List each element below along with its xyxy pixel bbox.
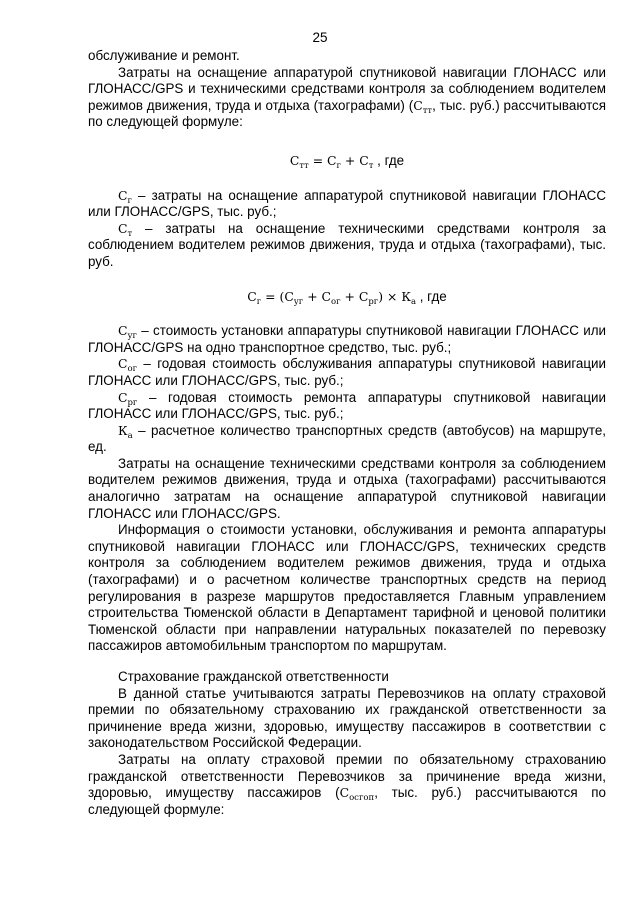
formula-ctt: $С_{тт} = С_г + С_т$ , где (289, 152, 405, 171)
symbol-ctt: $С_{тт}$ (413, 97, 433, 116)
definition-cug: $С_{уг}$ – стоимость установки аппаратуры спутниковой навигации ГЛОНАСС или ГЛОНАСС/GPS на одно транспортное средство, тыс. руб.; (88, 323, 606, 355)
definition-crg: $С_{рг}$ – годовая стоимость ремонта аппаратуры спутниковой навигации ГЛОНАСС или ГЛОНАСС/GPS, тыс. руб.; (88, 389, 606, 422)
paragraph-tachograph-costs: Затраты на оснащение техническими средствами контроля за соблюдением водителем режимов движения, труда и отдыха (тахографами) рассчитываются аналогично затратам на оснащение аппаратурой спутниковой навигации ГЛОНАСС или ГЛОНАСС/GPS. (88, 455, 606, 521)
definition-ka: $К_а$ – расчетное количество транспортных средств (автобусов) на маршруте, ед. (88, 422, 606, 455)
section-heading-liability-insurance: Страхование гражданской ответственности (118, 669, 389, 684)
definition-cog: $С_{ог}$ – годовая стоимость обслуживания аппаратуры спутниковой навигации ГЛОНАСС или ГЛОНАСС/GPS, тыс. руб.; (88, 356, 606, 388)
paragraph-insurance-scope: В данной статье учитываются затраты Перевозчиков на оплату страховой премии по обязательному страхованию их гражданской ответственности за причинение вреда жизни, здоровью, имуществу пассажиров в соответствии с законодательством Российской Федерации. (88, 685, 606, 751)
paragraph-continuation: обслуживание и ремонт. (88, 48, 240, 63)
paragraph-navigation-costs: Затраты на оснащение аппаратурой спутниковой навигации ГЛОНАСС или ГЛОНАСС/GPS и техническими средствами контроля за соблюдением водителем режимов движения, труда и отдыха (тахографами) ($С_{тт}$, тыс. руб.) рассчитываются по следующей формуле: (88, 64, 606, 130)
document-body (88, 48, 606, 818)
paragraph-insurance-formula-intro: Затраты на оплату страховой премии по обязательному страхованию гражданской ответственности Перевозчиков за причинение вреда жизни, здоровью, имуществу пассажиров ($С_{осгоп}$, тыс. руб.) рассчитываются по следующей формуле: (88, 751, 606, 817)
page-number: 25 (312, 30, 328, 45)
definition-cg: $С_г$ – затраты на оснащение аппаратурой спутниковой навигации ГЛОНАСС или ГЛОНАСС/GPS, тыс. руб.; (88, 187, 606, 220)
formula-cg: $С_г = (С_{уг} + С_{ог} + С_{рг}) \times К_а$ , где (247, 288, 447, 307)
paragraph-information-source: Информация о стоимости установки, обслуживания и ремонта аппаратуры спутниковой навигации ГЛОНАСС или ГЛОНАСС/GPS, технических средств контроля за соблюдением водителем режимов движения, труда и отдыха (тахографами) и о расчетном количестве транспортных средств на период регулирования в разрезе маршрутов предоставляется Главным управлением строительства Тюменской области в Департамент тарифной и ценовой политики Тюменской области при направлении натуральных показателей по перевозку пассажиров автомобильным транспортом по маршрутам. (88, 522, 606, 654)
symbol-cosgop: $С_{осгоп}$ (339, 785, 375, 804)
definition-ct: $С_т$ – затраты на оснащение техническими средствами контроля за соблюдением водителем режимов движения, труда и отдыха (тахографами), тыс. руб. (88, 220, 606, 269)
